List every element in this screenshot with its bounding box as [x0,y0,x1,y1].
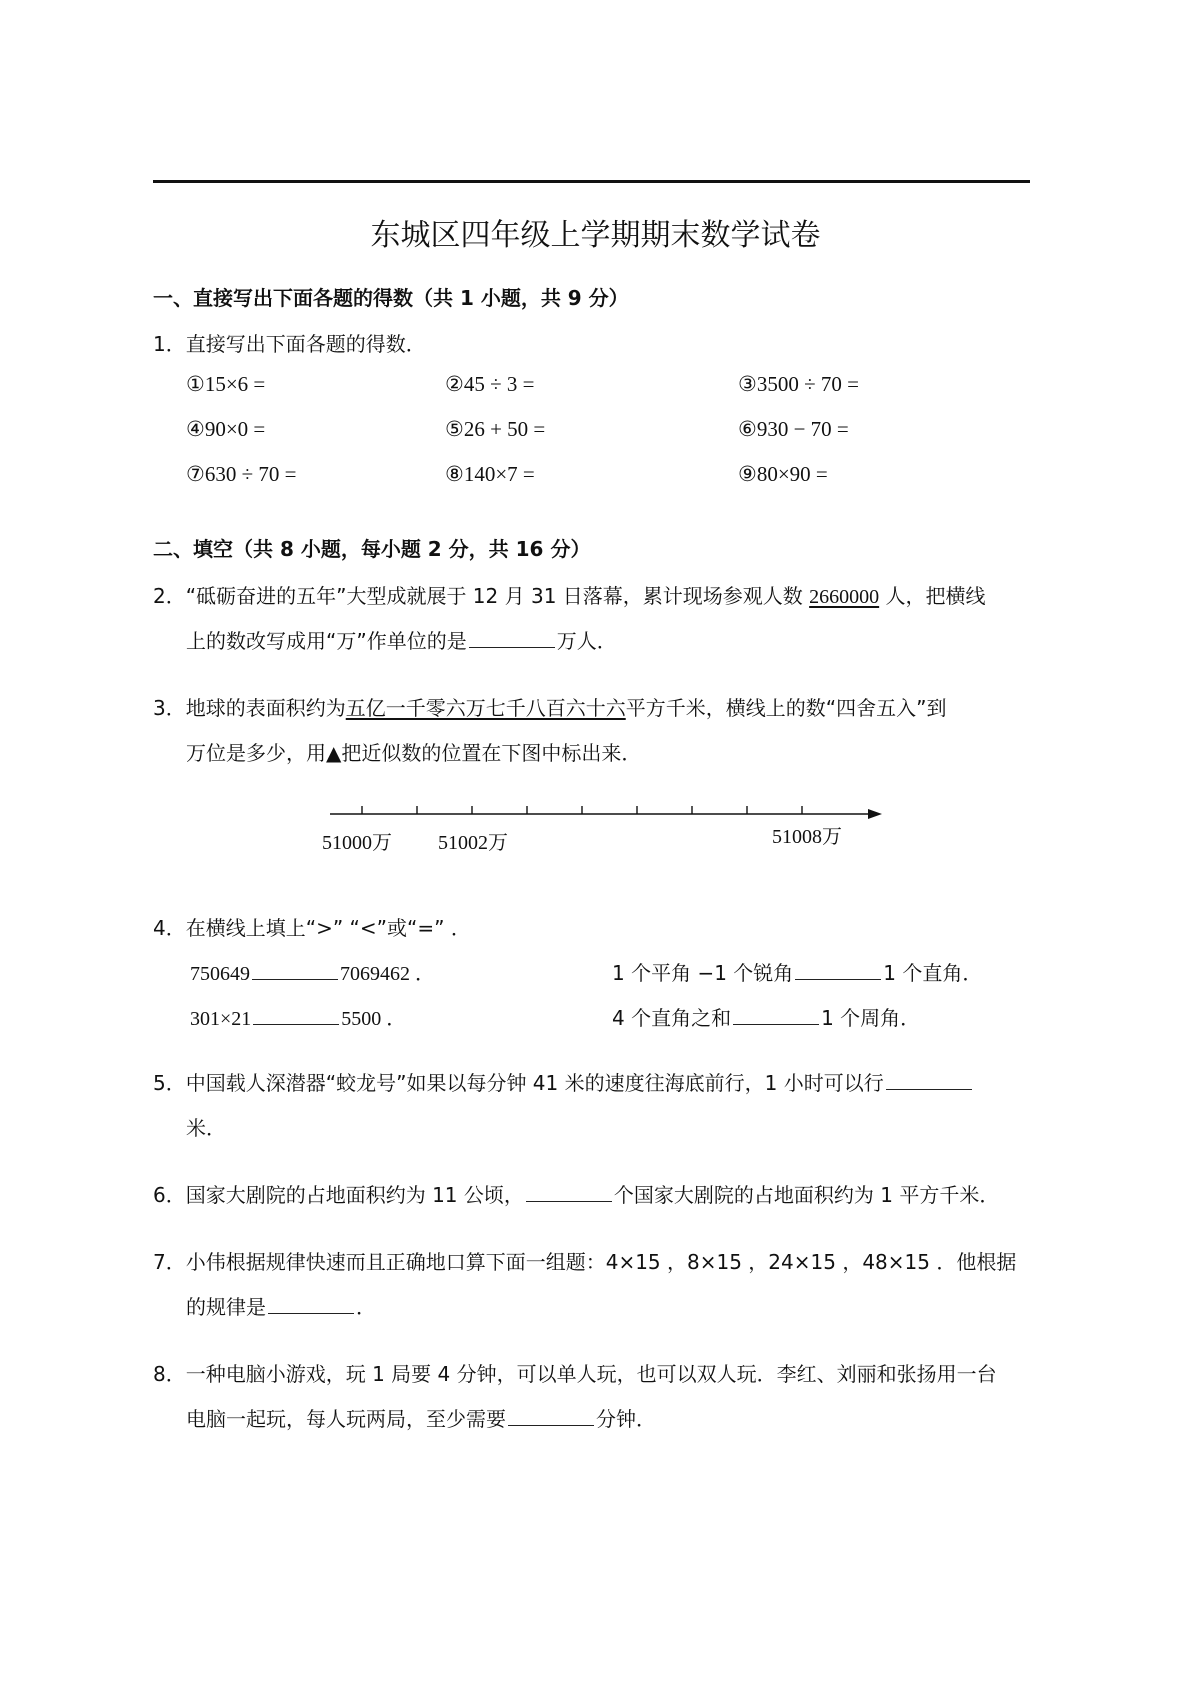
q2-text: 2．“砥砺奋进的五年”大型成就展于 12 月 31 日落幕，累计现场参观人数 [153,584,810,608]
number-line-label-51000: 51000万 [322,832,392,854]
q2-text: 万人． [556,629,617,653]
q5-line-1 [153,1067,974,1096]
q1-item-label: ③ [738,372,757,396]
q2-text: 人，把横线 [879,584,986,608]
q1-item-expr: 80×90 = [756,462,828,486]
q7-line-1: 7．小伟根据规律快速而且正确地口算下面一组题：4×15 ，8×15 ，24×15 ，48×15 ．他根据 [153,1250,1017,1274]
q5-text: 5．中国载人深潜器“蛟龙号”如果以每分钟 41 米的速度往海底前行，1 小时可以行 [153,1071,884,1095]
q2-text: 上的数改写成用“万”作单位的是 [186,629,467,653]
q1-item-label: ⑦ [186,462,205,486]
q1-item-expr: 930 − 70 = [756,417,849,441]
q1-item-label: ① [186,372,205,396]
q6-text: 6．国家大剧院的占地面积约为 11 公顷， [153,1183,524,1207]
q2-underlined-number: 2660000 [809,586,880,608]
q1-item-label: ⑧ [445,462,464,486]
q4-row-1-right [612,957,982,986]
q1-item-5 [445,417,545,442]
q1-item-1 [186,372,265,397]
q4-text: 5500 ． [341,1008,407,1030]
q1-item-9 [738,462,828,487]
q4-text: 750649 [190,963,250,985]
q8-text: 电脑一起玩，每人玩两局，至少需要 [186,1407,506,1431]
section-2-heading: 二、填空（共 8 小题，每小题 2 分，共 16 分） [153,537,591,561]
q1-item-8 [445,462,535,487]
q1-item-4 [186,417,265,442]
q1-item-2 [445,372,534,397]
q2-line-1 [153,580,986,609]
q4-row-2-right [612,1002,920,1031]
q1-item-label: ⑨ [738,462,757,486]
q7-text: 的规律是 [186,1295,266,1319]
q3-underlined-number: 五亿一千零六万七千八百六十六 [345,696,626,720]
exam-title: 东城区四年级上学期期末数学试卷 [370,218,821,253]
q8-line-1: 8．一种电脑小游戏，玩 1 局要 4 分钟，可以单人玩，也可以双人玩．李红、刘丽和张扬用一台 [153,1362,997,1386]
q2-answer-blank[interactable] [469,629,555,648]
q1-item-label: ④ [186,417,205,441]
header-rule [153,180,1030,183]
q4-blank-1[interactable] [252,961,338,980]
q7-answer-blank[interactable] [268,1295,354,1314]
q4-blank-3[interactable] [253,1006,339,1025]
number-line-arrow-icon [868,809,882,819]
q1-item-expr: 140×7 = [463,462,535,486]
q7-line-2 [186,1291,376,1320]
q2-line-2 [186,625,617,654]
q4-stem: 4．在横线上填上“>” “<”或“=” ． [153,916,471,940]
q8-line-2 [186,1403,656,1432]
q1-item-expr: 3500 ÷ 70 = [756,372,859,396]
q3-line-1 [153,692,946,721]
q5-answer-blank[interactable] [886,1071,972,1090]
q3-text: 3．地球的表面积约为 [153,696,346,720]
q6-text: 个国家大剧院的占地面积约为 1 平方千米． [613,1183,1000,1207]
q7-text: ． [356,1295,376,1319]
q4-text: 1 个周角． [821,1006,921,1030]
q4-blank-2[interactable] [795,961,881,980]
q3-line-2: 万位是多少，用▲把近似数的位置在下图中标出来． [186,741,642,765]
q4-text: 301×21 [190,1008,252,1030]
q1-item-label: ⑤ [445,417,464,441]
q8-answer-blank[interactable] [508,1407,594,1426]
q1-item-expr: 90×0 = [204,417,266,441]
q6-line [153,1179,999,1208]
number-line-ticks [362,806,802,814]
q6-answer-blank[interactable] [526,1183,612,1202]
q4-row-1-left [190,957,435,986]
q1-stem: 1．直接写出下面各题的得数． [153,332,426,356]
q4-text: 1 个平角 −1 个锐角 [612,961,794,985]
q1-item-label: ⑥ [738,417,757,441]
q1-item-7 [186,462,296,487]
section-1-heading: 一、直接写出下面各题的得数（共 1 小题，共 9 分） [153,286,629,310]
q4-text: 7069462 ． [340,963,435,985]
q4-row-2-left [190,1002,406,1031]
q4-blank-4[interactable] [733,1006,819,1025]
q1-item-expr: 630 ÷ 70 = [204,462,297,486]
q1-item-expr: 26 + 50 = [463,417,546,441]
q8-text: 分钟． [596,1407,656,1431]
q4-text: 1 个直角． [883,961,983,985]
number-line-label-51008: 51008万 [772,826,842,848]
q4-text: 4 个直角之和 [612,1006,732,1030]
q1-item-expr: 15×6 = [204,372,266,396]
q1-item-3 [738,372,859,397]
q1-item-6 [738,417,849,442]
q1-item-label: ② [445,372,464,396]
q5-line-2: 米． [186,1116,226,1140]
q3-text: 平方千米，横线上的数“四舍五入”到 [625,696,947,720]
q1-item-expr: 45 ÷ 3 = [463,372,535,396]
number-line-label-51002: 51002万 [438,832,508,854]
